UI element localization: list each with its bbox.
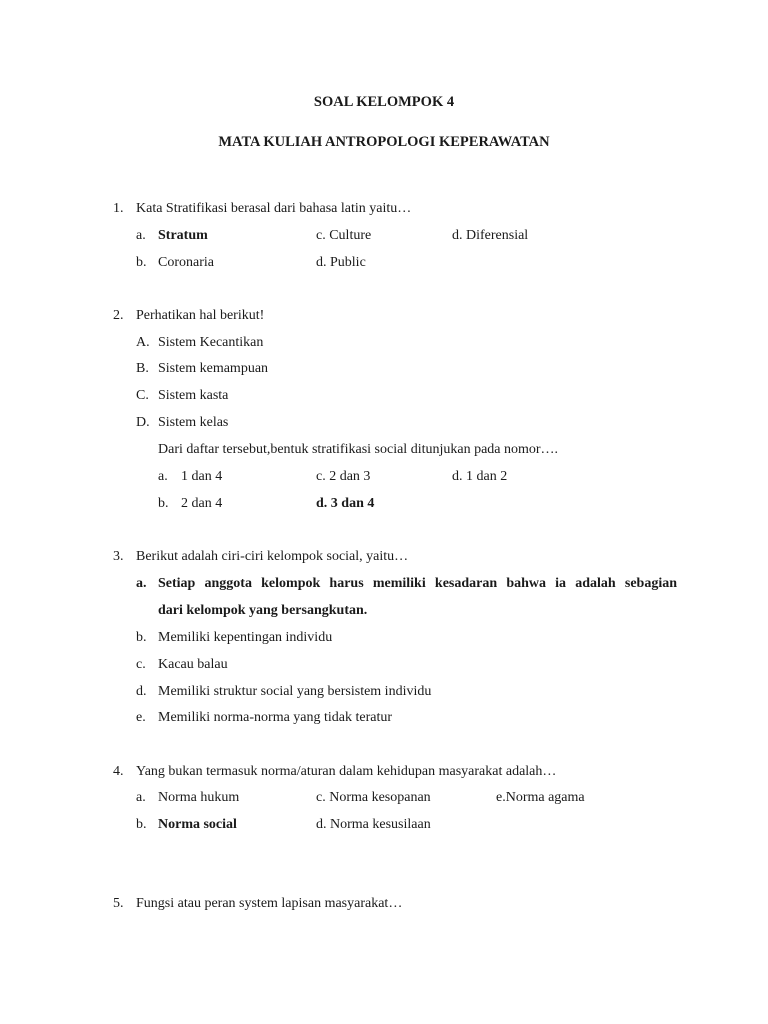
option-marker: a. [158,469,168,484]
question-text: Perhatikan hal berikut! [136,308,265,323]
option-a: Norma hukum [158,790,240,805]
question-number: 4. [113,764,124,779]
page-title: SOAL KELOMPOK 4 [313,94,455,110]
option-a: 1 dan 4 [181,469,223,484]
option-marker: d. [136,684,147,699]
question-text: Kata Stratifikasi berasal dari bahasa latin yaitu… [136,201,412,216]
option-d: d. Norma kesusilaan [316,817,431,832]
question-text: Fungsi atau peran system lapisan masyarakat… [136,896,403,911]
option-marker: c. [136,657,146,672]
option-d: d. 1 dan 2 [452,469,508,484]
list-marker: C. [136,388,149,403]
option-d: d. Diferensial [452,228,529,243]
option-b-answer: Norma social [158,817,237,832]
option-b: Memiliki kepentingan individu [158,630,333,645]
option-c: c. Culture [316,228,372,243]
option-marker: a. [136,228,146,243]
option-d: Memiliki struktur social yang bersistem individu [158,684,432,699]
option-e: e.Norma agama [496,790,585,805]
option-marker: b. [136,255,147,270]
question-number: 2. [113,308,124,323]
question-text: Berikut adalah ciri-ciri kelompok social, yaitu… [136,549,409,564]
option-c: Kacau balau [158,657,228,672]
option-c: c. 2 dan 3 [316,469,371,484]
list-item: Sistem kasta [158,388,229,403]
list-item: Sistem kelas [158,415,229,430]
list-marker: A. [136,335,150,350]
option-a-answer: Stratum [158,228,208,243]
option-marker: b. [158,496,169,511]
list-marker: D. [136,415,150,430]
option-a-answer-continued: dari kelompok yang bersangkutan. [158,603,368,618]
option-e: Memiliki norma-norma yang tidak teratur [158,710,393,725]
option-b: Coronaria [158,255,214,270]
option-marker: e. [136,710,146,725]
question-prompt: Dari daftar tersebut,bentuk stratifikasi social ditunjukan pada nomor…. [158,442,559,457]
option-a-answer: Setiap anggota kelompok harus memiliki kesadaran bahwa ia adalah sebagian [158,576,677,591]
option-marker: a. [136,576,147,591]
page-subtitle: MATA KULIAH ANTROPOLOGI KEPERAWATAN [218,134,550,150]
option-marker: a. [136,790,146,805]
list-item: Sistem kemampuan [158,361,269,376]
option-marker: b. [136,817,147,832]
option-d-answer: d. 3 dan 4 [316,496,375,511]
question-number: 5. [113,896,124,911]
list-marker: B. [136,361,149,376]
question-number: 3. [113,549,124,564]
option-d-second: d. Public [316,255,366,270]
option-c: c. Norma kesopanan [316,790,431,805]
option-b: 2 dan 4 [181,496,223,511]
question-text: Yang bukan termasuk norma/aturan dalam kehidupan masyarakat adalah… [136,764,557,779]
question-number: 1. [113,201,124,216]
list-item: Sistem Kecantikan [158,335,264,350]
option-marker: b. [136,630,147,645]
